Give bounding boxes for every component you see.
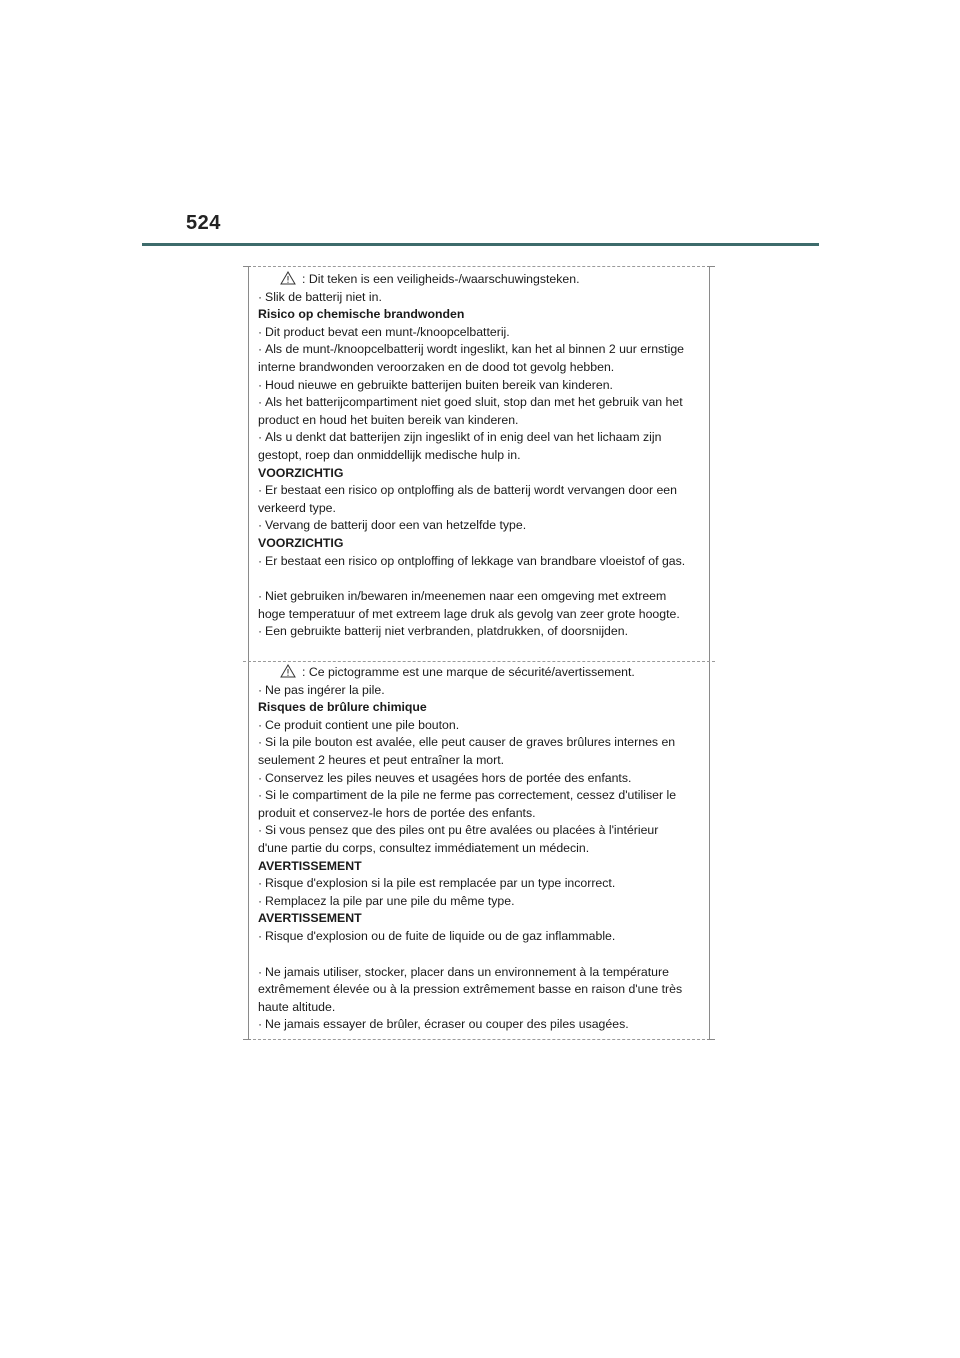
- line-text: produit et conservez-le hors de portée des enfants.: [258, 805, 536, 820]
- line-text: Dit product bevat een munt-/knoopcelbatterij.: [265, 324, 510, 339]
- french-lines: [258, 682, 698, 1034]
- warning-line: [258, 377, 698, 395]
- label-corner-tr: [707, 266, 715, 267]
- header-rule: [142, 243, 819, 246]
- bullet-mark: ·: [258, 342, 263, 357]
- bullet-mark: ·: [258, 377, 263, 392]
- bullet-mark: ·: [258, 395, 263, 410]
- warning-line: [258, 682, 698, 700]
- warning-line: [258, 394, 698, 412]
- bullet-mark: ·: [258, 682, 263, 697]
- warning-line: [258, 429, 698, 447]
- warning-triangle-icon: [280, 664, 296, 678]
- line-text: AVERTISSEMENT: [258, 911, 362, 926]
- warning-heading: [258, 910, 698, 928]
- warning-triangle-icon: [280, 271, 296, 285]
- line-text: seulement 2 heures et peut entraîner la mort.: [258, 752, 505, 767]
- bullet-mark: ·: [258, 717, 263, 732]
- line-text: Risque d'explosion si la pile est remplacée par un type incorrect.: [265, 876, 616, 891]
- bullet-mark: ·: [258, 735, 263, 750]
- warning-line: [258, 289, 698, 307]
- warning-line: [258, 805, 698, 823]
- line-text: VOORZICHTIG: [258, 465, 344, 480]
- warning-line: [258, 893, 698, 911]
- line-text: Niet gebruiken in/bewaren in/meenemen naar een omgeving met extreem: [265, 589, 667, 604]
- bullet-mark: ·: [258, 324, 263, 339]
- line-text: Als de munt-/knoopcelbatterij wordt ingeslikt, kan het al binnen 2 uur ernstige: [265, 342, 685, 357]
- bullet-mark: ·: [258, 553, 263, 568]
- warning-heading: [258, 699, 698, 717]
- line-text: Ne jamais utiliser, stocker, placer dans un environnement à la température: [265, 964, 669, 979]
- warning-line: [258, 840, 698, 858]
- line-text: Remplacez la pile par une pile du même type.: [265, 893, 515, 908]
- warning-line: [258, 964, 698, 982]
- warning-line: [258, 1016, 698, 1034]
- warning-line: [258, 412, 698, 430]
- line-text: d'une partie du corps, consultez immédiatement un médecin.: [258, 840, 590, 855]
- line-text: extrêmement élevée ou à la pression extrêmement basse en raison d'une très: [258, 982, 683, 997]
- line-text: Als het batterijcompartiment niet goed sluit, stop dan met het gebruik van het: [265, 395, 683, 410]
- line-text: Ce produit contient une pile bouton.: [265, 717, 460, 732]
- warning-line: [258, 770, 698, 788]
- warning-line: [258, 447, 698, 465]
- line-text: Er bestaat een risico op ontploffing of lekkage van brandbare vloeistof of gas.: [265, 553, 686, 568]
- warning-heading: [258, 858, 698, 876]
- warning-line: [258, 999, 698, 1017]
- line-text: interne brandwonden veroorzaken en de dood tot gevolg hebben.: [258, 359, 615, 374]
- bullet-mark: ·: [258, 518, 263, 533]
- line-text: VOORZICHTIG: [258, 535, 344, 550]
- line-text: hoge temperatuur of met extreem lage druk als gevolg van zeer grote hoogte.: [258, 606, 680, 621]
- warning-line: [258, 500, 698, 518]
- french-warning-section: [258, 664, 698, 1034]
- warning-line: [258, 717, 698, 735]
- warning-line: [258, 787, 698, 805]
- line-text: gestopt, roep dan onmiddellijk medische hulp in.: [258, 447, 521, 462]
- bullet-mark: ·: [258, 1017, 263, 1032]
- bullet-mark: ·: [258, 928, 263, 943]
- language-divider: [243, 661, 715, 662]
- bullet-mark: ·: [258, 589, 263, 604]
- line-text: Vervang de batterij door een van hetzelfde type.: [265, 518, 527, 533]
- dutch-symbol-note: [258, 271, 698, 289]
- warning-line: [258, 517, 698, 535]
- line-text: Risques de brûlure chimique: [258, 700, 427, 715]
- label-corner-tl: [243, 266, 251, 267]
- bullet-mark: ·: [258, 788, 263, 803]
- bullet-mark: ·: [258, 770, 263, 785]
- line-text: Si la pile bouton est avalée, elle peut causer de graves brûlures internes en: [265, 735, 676, 750]
- warning-line: [258, 752, 698, 770]
- line-text: haute altitude.: [258, 999, 336, 1014]
- warning-heading: [258, 465, 698, 483]
- french-symbol-text: : Ce pictogramme est une marque de sécurité/avertissement.: [302, 665, 635, 679]
- warning-line: [258, 341, 698, 359]
- page-number: 524: [186, 212, 221, 234]
- line-text: Conservez les piles neuves et usagées hors de portée des enfants.: [265, 770, 632, 785]
- line-text: Als u denkt dat batterijen zijn ingeslikt of in enig deel van het lichaam zijn: [265, 430, 662, 445]
- dutch-symbol-text: : Dit teken is een veiligheids-/waarschuwingsteken.: [302, 272, 580, 286]
- label-corner-br: [707, 1039, 715, 1040]
- line-text: Risico op chemische brandwonden: [258, 307, 465, 322]
- bullet-mark: ·: [258, 964, 263, 979]
- bullet-mark: ·: [258, 893, 263, 908]
- warning-line: [258, 822, 698, 840]
- warning-line: [258, 928, 698, 946]
- line-text: product en houd het buiten bereik van kinderen.: [258, 412, 519, 427]
- line-text: Risque d'explosion ou de fuite de liquide ou de gaz inflammable.: [265, 928, 616, 943]
- warning-line: [258, 482, 698, 500]
- warning-line: [258, 553, 698, 571]
- warning-heading: [258, 306, 698, 324]
- french-symbol-note: [258, 664, 698, 682]
- label-corner-bl: [243, 1039, 251, 1040]
- warning-line: [258, 734, 698, 752]
- warning-line: [258, 359, 698, 377]
- spacer: [258, 946, 698, 964]
- bullet-mark: ·: [258, 289, 263, 304]
- dutch-lines: [258, 289, 698, 641]
- line-text: Houd nieuwe en gebruikte batterijen buiten bereik van kinderen.: [265, 377, 613, 392]
- bullet-mark: ·: [258, 430, 263, 445]
- warning-line: [258, 623, 698, 641]
- warning-heading: [258, 535, 698, 553]
- line-text: AVERTISSEMENT: [258, 858, 362, 873]
- warning-line: [258, 324, 698, 342]
- bullet-mark: ·: [258, 483, 263, 498]
- warning-line: [258, 875, 698, 893]
- warning-line: [258, 588, 698, 606]
- line-text: Si vous pensez que des piles ont pu être avalées ou placées à l'intérieur: [265, 823, 659, 838]
- line-text: Ne pas ingérer la pile.: [265, 682, 385, 697]
- dutch-warning-section: [258, 271, 698, 641]
- line-text: Er bestaat een risico op ontploffing als de batterij wordt vervangen door een: [265, 483, 677, 498]
- bullet-mark: ·: [258, 624, 263, 639]
- bullet-mark: ·: [258, 823, 263, 838]
- bullet-mark: ·: [258, 876, 263, 891]
- line-text: Ne jamais essayer de brûler, écraser ou couper des piles usagées.: [265, 1017, 629, 1032]
- line-text: Slik de batterij niet in.: [265, 289, 382, 304]
- spacer: [258, 570, 698, 588]
- line-text: Een gebruikte batterij niet verbranden, platdrukken, of doorsnijden.: [265, 624, 628, 639]
- line-text: Si le compartiment de la pile ne ferme pas correctement, cessez d'utiliser le: [265, 788, 677, 803]
- line-text: verkeerd type.: [258, 500, 336, 515]
- warning-line: [258, 606, 698, 624]
- warning-line: [258, 981, 698, 999]
